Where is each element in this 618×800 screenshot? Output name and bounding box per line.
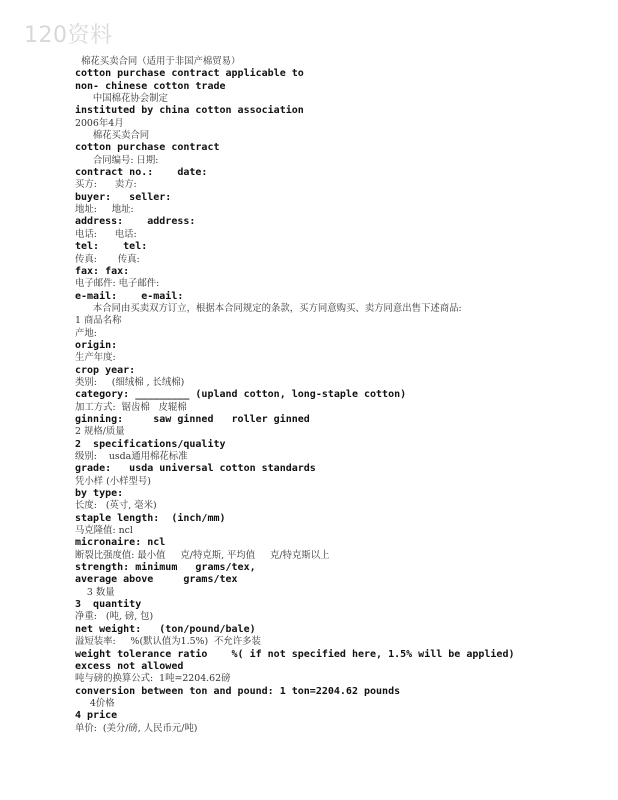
doc-line: non- chinese cotton trade [75,80,226,92]
doc-line: 中国棉花协会制定 [75,93,168,105]
doc-line: 3 数量 [75,586,115,598]
doc-line: 2006年4月 [75,117,124,129]
doc-line: 买方: 卖方: [75,179,137,191]
doc-line: contract no.: date: [75,167,208,179]
doc-line: excess not allowed [75,660,184,672]
doc-line: 棉花买卖合同（适用于非国产棉贸易） [75,56,241,67]
doc-line: crop year: [75,364,136,376]
doc-line: grade: usda universal cotton standards [75,463,316,475]
doc-line: 断裂比强度值: 最小值 克/特克斯, 平均值 克/特克斯以上 [75,549,330,561]
doc-line: 单价: (美分/磅, 人民币元/吨) [75,722,198,734]
doc-line: by type: [75,488,124,500]
doc-line: 产地: [75,327,97,339]
doc-line: 类别: (细绒棉 , 长绒棉) [75,376,185,388]
doc-line: 传真: 传真: [75,253,140,265]
doc-line: 地址: 地址: [75,204,134,216]
watermark-logo: 120资料 [24,23,113,48]
doc-line: net weight: (ton/pound/bale) [75,623,256,635]
doc-line: 电子邮件: 电子邮件: [75,278,160,290]
doc-line: micronaire: ncl [75,537,166,549]
doc-line: 吨与磅的换算公式: 1吨=2204.62磅 [75,673,231,685]
doc-line: 2 规格/质量 [75,426,125,438]
doc-line: 1 商品名称 [75,315,122,327]
doc-line: staple length: (inch/mm) [75,512,226,524]
doc-line: conversion between ton and pound: 1 ton=2204.62 pounds [75,685,401,697]
document-body [75,56,605,735]
doc-line: fax: fax: [75,265,130,277]
doc-line: 合同编号: 日期: [75,154,159,166]
doc-line: 3 quantity [75,599,142,611]
doc-line: average above grams/tex [75,574,238,586]
doc-line: 马克隆值: ncl [75,525,133,537]
doc-line: buyer: seller: [75,191,172,203]
doc-line: address: address: [75,216,196,228]
doc-line: origin: [75,339,118,351]
doc-line: cotton purchase contract applicable to [75,68,304,80]
doc-line: 溢短装率: %(默认值为1.5%) 不允许多装 [75,636,261,648]
doc-line: 生产年度: [75,352,116,364]
doc-line: 4价格 [75,697,115,709]
doc-line: instituted by china cotton association [75,105,304,117]
doc-line: ginning: saw ginned roller ginned [75,413,310,425]
doc-line: 级别: usda通用棉花标准 [75,451,188,462]
doc-line: 长度: (英寸, 毫米) [75,500,157,512]
doc-line: 棉花买卖合同 [75,130,150,142]
doc-line: 4 price [75,710,118,722]
doc-line: strength: minimum grams/tex, [75,562,256,574]
doc-line: weight tolerance ratio %( if not specified here, 1.5% will be applied) [75,648,515,660]
doc-line: category: _________ (upland cotton, long-staple cotton) [75,389,407,401]
doc-line: tel: tel: [75,241,148,253]
doc-line: 本合同由买卖双方订立，根据本合同规定的条款，买方同意购买、卖方同意出售下述商品: [75,302,462,314]
doc-line: 2 specifications/quality [75,438,226,450]
doc-line: 加工方式: 锯齿棉 皮辊棉 [75,401,187,413]
doc-line: e-mail: e-mail: [75,290,184,302]
doc-line: 电话: 电话: [75,228,137,240]
doc-line: cotton purchase contract [75,142,220,154]
doc-line: 净重: (吨, 磅, 包) [75,611,154,623]
doc-line: 凭小样 (小样型号) [75,475,151,487]
